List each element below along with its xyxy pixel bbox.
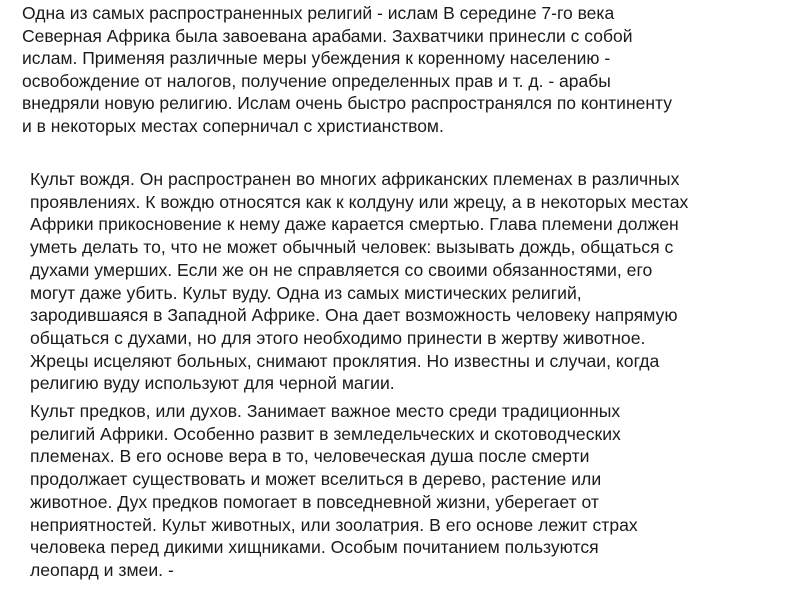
paragraph-islam: Одна из самых распространенных религий - ислам В середине 7-го века Северная Африка была завоевана арабами. Захватчики принесли с собой ислам. Применяя различные меры убеждения к коренному населению - освобождение от налогов, получение определенных прав и т. д. - арабы внедряли новую религию. Ислам очень быстро распространялся по континенту и в некоторых местах соперничал с христианством.: [22, 3, 672, 136]
paragraph-ancestors-animals: Культ предков, или духов. Занимает важное место среди традиционных религий Африки. Особенно развит в земледельческих и скотоводческих племенах. В его основе вера в то, человеческая душа после смерти продолжает существовать и может вселиться в дерево, растение или животное. Дух предков помогает в повседневной жизни, уберегает от неприятностей. Культ животных, или зоолатрия. В его основе лежит страх человека перед дикими хищниками. Особым почитанием пользуются леопард и змеи. -: [30, 401, 638, 580]
paragraph-chief-cult-voodoo: Культ вождя. Он распространен во многих африканских племенах в различных проявлениях. К вождю относятся как к колдуну или жрецу, а в некоторых местах Африки прикосновение к нему даже карается смертью. Глава племени должен уметь делать то, что не может обычный человек: вызывать дождь, общаться с духами умерших. Если же он не справляется со своими обязанностями, его могут даже убить. Культ вуду. Одна из самых мистических религий, зародившаяся в Западной Африке. Она дает возможность человеку напрямую общаться с духами, но для этого необходимо принести в жертву животное. Жрецы исцеляют больных, снимают проклятия. Но известны и случаи, когда религию вуду используют для черной магии.: [30, 169, 689, 394]
